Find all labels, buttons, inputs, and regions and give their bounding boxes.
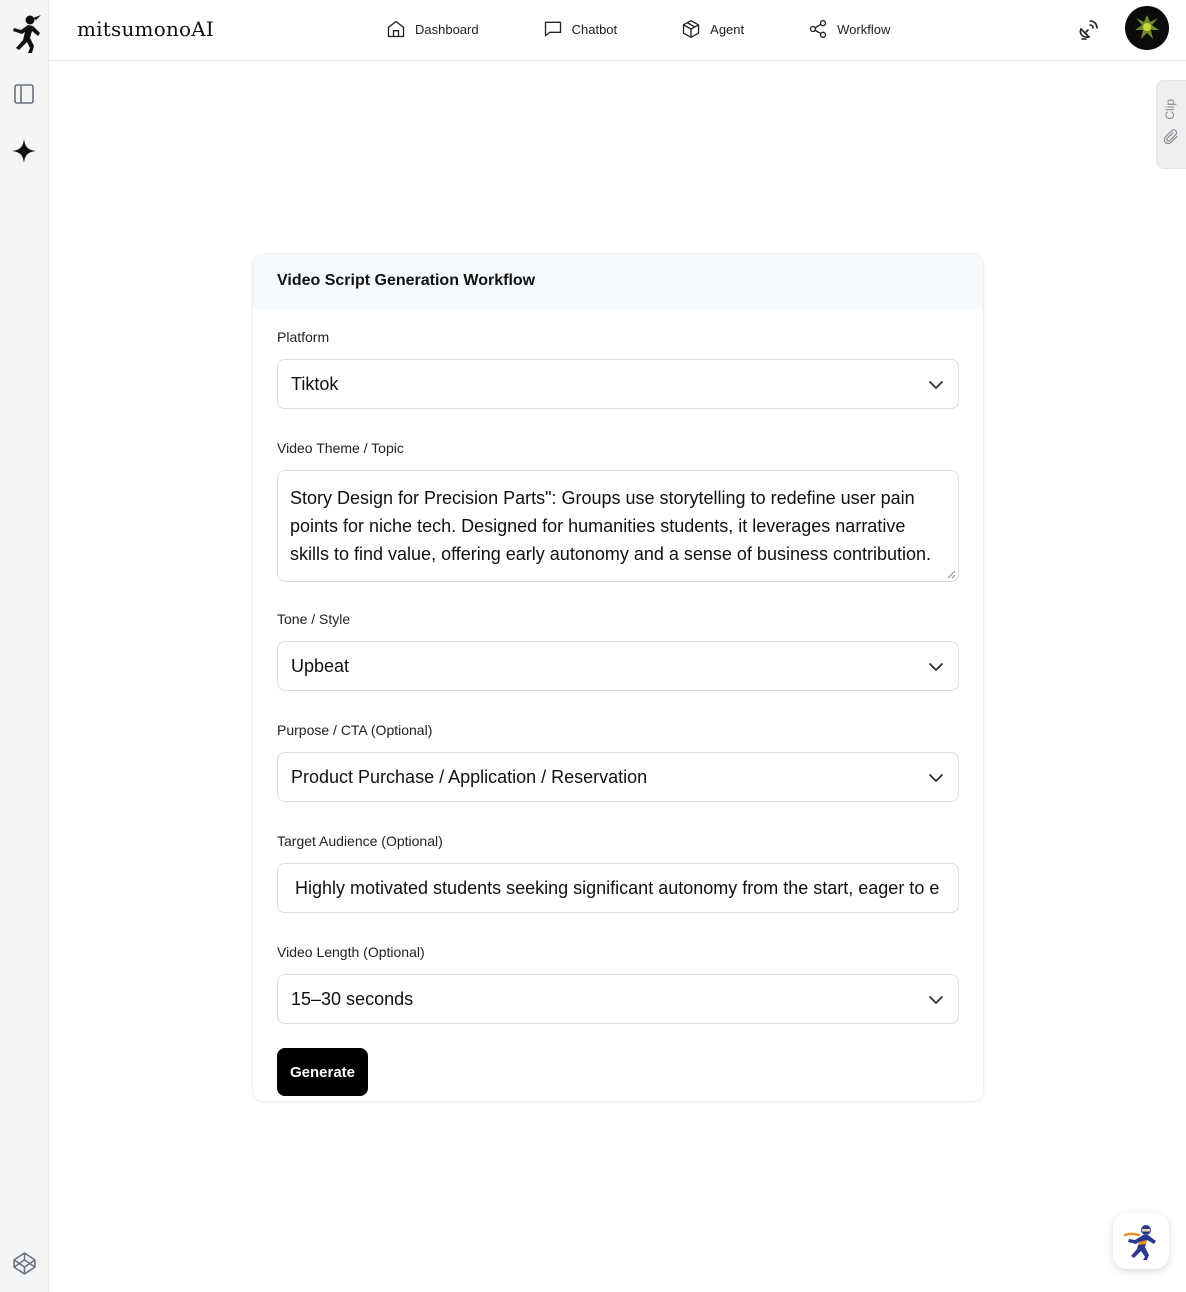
purpose-value: Product Purchase / Application / Reservation (291, 767, 648, 787)
topic-textarea[interactable] (277, 470, 959, 582)
main-nav (386, 18, 890, 40)
length-select[interactable] (277, 974, 959, 1024)
chevron-down-icon (928, 660, 944, 674)
nav-item-dashboard[interactable] (386, 18, 479, 40)
workflow-form-card (253, 254, 983, 1101)
audience-input[interactable] (277, 863, 959, 913)
topic-value: Story Design for Precision Parts": Groups use storytelling to redefine user pain points for niche tech. Designed for humanities students, it leverages narrative skills to find value, offering early autonomy and a sense of business contribution. (290, 488, 932, 564)
generate-button[interactable]: Generate (277, 1048, 368, 1096)
nav-item-agent[interactable] (681, 18, 744, 40)
form-body (253, 309, 983, 1096)
audience-value: Highly motivated students seeking significant autonomy from the start, eager to e (295, 878, 940, 898)
sidebar-toggle-icon[interactable] (12, 82, 36, 106)
tone-label: Tone / Style (277, 611, 351, 627)
ninja-logo-icon[interactable] (8, 14, 42, 54)
platform-label: Platform (277, 329, 330, 345)
platform-select[interactable] (277, 359, 959, 409)
card-header (253, 254, 983, 309)
nav-item-chatbot[interactable] (543, 18, 618, 40)
length-label: Video Length (Optional) (277, 944, 425, 960)
top-header (49, 0, 1186, 61)
user-avatar[interactable] (1125, 6, 1169, 50)
purpose-select[interactable] (277, 752, 959, 802)
home-icon (386, 19, 406, 39)
audience-label: Target Audience (Optional) (277, 833, 443, 849)
nav-label: Workflow (837, 21, 891, 37)
brand-name: mitsumonoAI (77, 17, 215, 41)
chevron-down-icon (928, 993, 944, 1007)
cube-icon (681, 19, 701, 39)
length-value: 15–30 seconds (291, 989, 414, 1009)
sparkle-icon[interactable] (11, 138, 37, 164)
platform-value: Tiktok (291, 374, 339, 394)
clip-label: Clip (1163, 99, 1177, 120)
chevron-down-icon (928, 378, 944, 392)
purpose-label: Purpose / CTA (Optional) (277, 722, 433, 738)
share-nodes-icon (808, 19, 828, 39)
nav-item-workflow[interactable] (808, 18, 890, 40)
assistant-fab[interactable] (1113, 1213, 1169, 1269)
satellite-icon[interactable] (1076, 18, 1100, 42)
left-rail (0, 0, 49, 1292)
topic-label: Video Theme / Topic (277, 440, 404, 456)
nav-label: Chatbot (571, 21, 618, 37)
codepen-icon[interactable] (12, 1251, 37, 1276)
form-title: Video Script Generation Workflow (277, 272, 536, 289)
clip-tab[interactable] (1156, 80, 1186, 169)
chevron-down-icon (928, 771, 944, 785)
tone-select[interactable] (277, 641, 959, 691)
ninja-mascot-icon (1121, 1221, 1161, 1261)
nav-label: Agent (710, 21, 745, 37)
paperclip-icon (1163, 129, 1179, 145)
nav-label: Dashboard (415, 21, 479, 37)
tone-value: Upbeat (291, 656, 350, 676)
resize-grip-icon[interactable] (947, 570, 956, 579)
chat-bubble-icon (543, 19, 563, 39)
